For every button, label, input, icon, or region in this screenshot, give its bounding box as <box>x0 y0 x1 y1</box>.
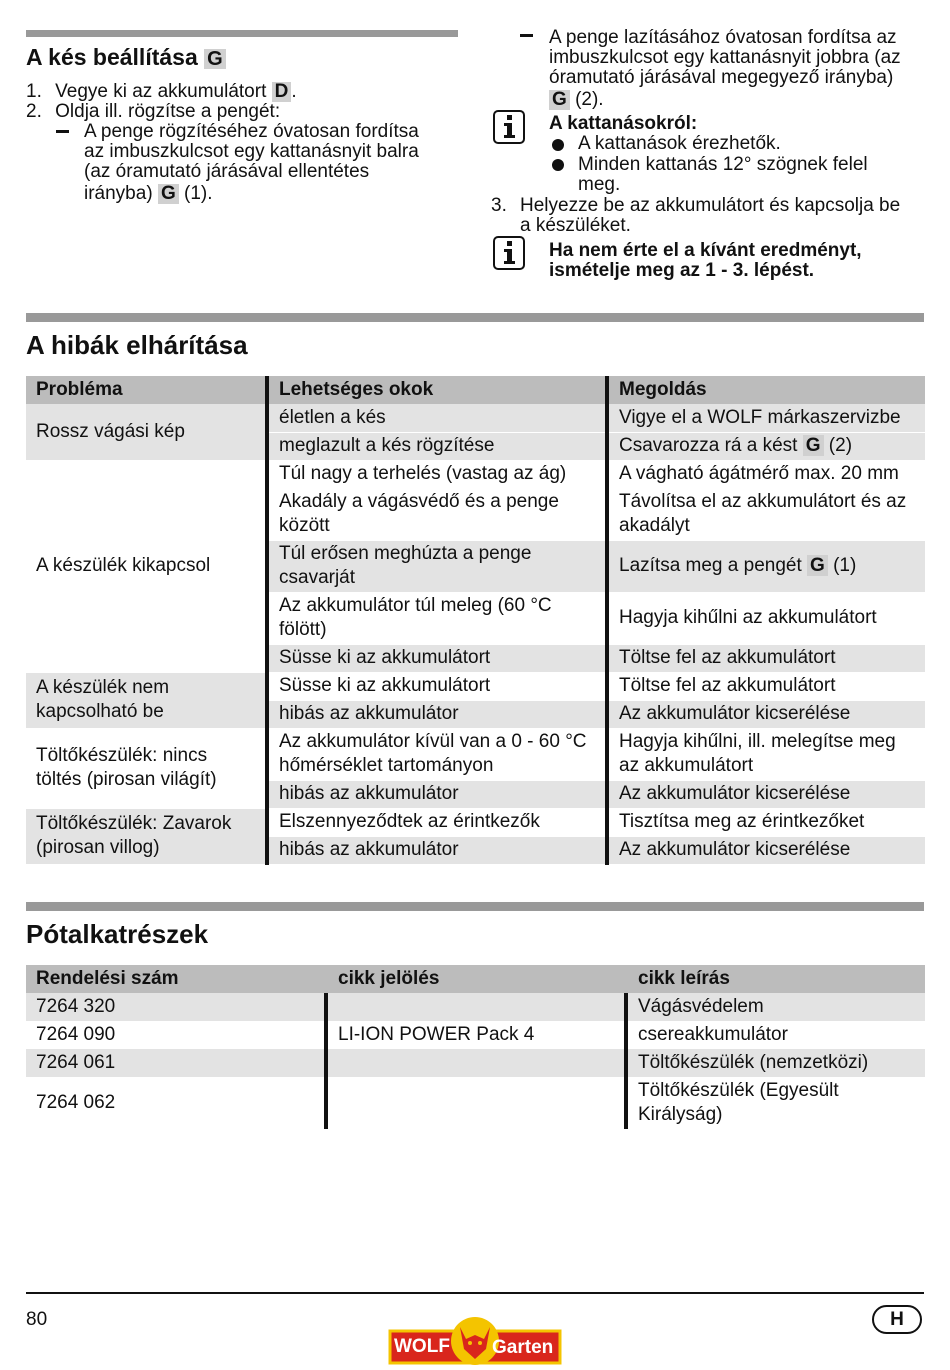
text-line: A penge lazításához óvatosan fordítsa az <box>549 27 897 48</box>
table-row <box>26 1077 925 1129</box>
solution-cell: Az akkumulátor kicserélése <box>607 836 925 864</box>
designation-cell: LI-ION POWER Pack 4 <box>326 1021 626 1049</box>
footer-rule <box>26 1292 924 1294</box>
table-header-row <box>26 965 925 993</box>
table-row <box>26 404 925 432</box>
bullet-text <box>578 155 868 195</box>
cause-cell: meglazult a kés rögzítése <box>267 432 607 460</box>
text-line: meg. <box>578 174 621 195</box>
cause-cell: Az akkumulátor kívül van a 0 - 60 °C hőmérséklet tartományon <box>267 728 607 780</box>
column-header: cikk leírás <box>626 965 925 993</box>
figure-ref: D <box>272 82 292 102</box>
cause-cell: Az akkumulátor túl meleg (60 °C fölött) <box>267 592 607 644</box>
step-end: . <box>291 81 297 102</box>
solution-cell: A vágható ágátmérő max. 20 mm <box>607 460 925 488</box>
text-line: óramutató járásával megegyező irányba) <box>549 67 894 88</box>
figure-ref: G <box>549 90 570 110</box>
text-line: (az óramutató járásával ellentétes <box>84 161 370 182</box>
cause-cell: hibás az akkumulátor <box>267 780 607 808</box>
bullet-dot <box>552 139 564 151</box>
info-title: A kattanásokról: <box>549 113 698 134</box>
solution-cell: Tisztítsa meg az érintkezőket <box>607 808 925 836</box>
problem-cell: Töltőkészülék: nincs töltés (pirosan világít) <box>26 728 267 808</box>
cause-cell: Elszennyeződtek az érintkezők <box>267 808 607 836</box>
designation-cell <box>326 1077 626 1129</box>
table-row <box>26 460 925 488</box>
logo-text-left: WOLF <box>394 1336 450 1357</box>
section-rule <box>26 902 924 911</box>
step-number: 2. <box>26 101 42 122</box>
table-row <box>26 1021 925 1049</box>
description-cell: Vágásvédelem <box>626 993 925 1021</box>
problem-cell: A készülék kikapcsol <box>26 460 267 672</box>
cause-cell: hibás az akkumulátor <box>267 700 607 728</box>
figure-ref: G <box>204 49 226 69</box>
language-code: H <box>890 1308 904 1330</box>
text-line: a készüléket. <box>520 215 631 236</box>
section-title: Pótalkatrészek <box>26 919 209 949</box>
text-line: (1). <box>184 183 213 204</box>
section-rule <box>26 313 924 322</box>
text-line: (2). <box>575 89 604 110</box>
solution-cell: Hagyja kihűlni, ill. melegítse meg az akkumulátort <box>607 728 925 780</box>
text-line: A penge rögzítéséhez óvatosan fordítsa <box>84 121 419 142</box>
part-number-cell: 7264 090 <box>26 1021 326 1049</box>
table-row <box>26 728 925 780</box>
table-header-row <box>26 376 925 404</box>
text-line: Minden kattanás 12° szögnek felel <box>578 154 868 175</box>
text-line: irányba) <box>84 183 153 204</box>
bullet-dot <box>552 159 564 171</box>
figure-ref: G <box>158 184 179 204</box>
parts-table <box>26 965 925 1129</box>
solution-cell: Az akkumulátor kicserélése <box>607 780 925 808</box>
step-number: 1. <box>26 81 42 102</box>
column-header: Rendelési szám <box>26 965 326 993</box>
solution-cell <box>607 540 925 592</box>
dash-bullet <box>56 130 69 133</box>
cause-cell: Túl nagy a terhelés (vastag az ág) <box>267 460 607 488</box>
solution-cell <box>607 432 925 460</box>
cause-cell: hibás az akkumulátor <box>267 836 607 864</box>
step-1 <box>26 82 297 102</box>
column-header: Megoldás <box>607 376 925 404</box>
solution-text: Lazítsa meg a pengét G (1) <box>619 555 857 576</box>
info-icon <box>493 110 525 144</box>
solution-text: Csavarozza rá a kést G (2) <box>619 435 853 456</box>
step-3-text <box>520 196 900 236</box>
solution-cell: Töltse fel az akkumulátort <box>607 644 925 672</box>
cause-cell: Akadály a vágásvédő és a penge között <box>267 488 607 540</box>
bullet-text: A kattanások érezhetők. <box>578 133 781 154</box>
column-header: Lehetséges okok <box>267 376 607 404</box>
info-note <box>549 241 862 281</box>
part-number-cell: 7264 320 <box>26 993 326 1021</box>
problem-cell: Töltőkészülék: Zavarok (pirosan villog) <box>26 808 267 864</box>
cause-cell: Süsse ki az akkumulátort <box>267 644 607 672</box>
cause-cell: életlen a kés <box>267 404 607 432</box>
designation-cell <box>326 1049 626 1077</box>
solution-cell: Töltse fel az akkumulátort <box>607 672 925 700</box>
step-text: Oldja ill. rögzítse a pengét: <box>55 101 281 122</box>
language-badge <box>872 1305 922 1334</box>
problem-cell: A készülék nem kapcsolható be <box>26 672 267 728</box>
text-line: az imbuszkulcsot egy kattanásnyit balra <box>84 141 419 162</box>
section-title: A hibák elhárítása <box>26 330 248 360</box>
text-line: Ha nem érte el a kívánt eredményt, <box>549 240 862 261</box>
logo-text-right: Garten <box>492 1337 554 1358</box>
figure-ref: G <box>803 435 824 456</box>
substep-release <box>549 28 901 110</box>
table-row <box>26 808 925 836</box>
text-line: Helyezze be az akkumulátort és kapcsolja be <box>520 195 901 216</box>
solution-cell: Vigye el a WOLF márkaszervizbe <box>607 404 925 432</box>
description-cell: Töltőkészülék (Egyesült Királyság) <box>626 1077 925 1129</box>
section-title-text: A kés beállítása <box>26 44 198 70</box>
section-title <box>26 44 226 71</box>
table-row <box>26 1049 925 1077</box>
solution-cell: Hagyja kihűlni az akkumulátort <box>607 592 925 644</box>
troubleshooting-table <box>26 376 925 865</box>
description-cell: csereakkumulátor <box>626 1021 925 1049</box>
figure-ref: G <box>807 555 828 576</box>
table-row <box>26 993 925 1021</box>
step-3 <box>491 196 507 216</box>
part-number-cell: 7264 062 <box>26 1077 326 1129</box>
step-2 <box>26 102 280 122</box>
table-row <box>26 672 925 700</box>
cause-cell: Süsse ki az akkumulátort <box>267 672 607 700</box>
column-header: cikk jelölés <box>326 965 626 993</box>
text-line: ismételje meg az 1 - 3. lépést. <box>549 260 815 281</box>
part-number-cell: 7264 061 <box>26 1049 326 1077</box>
page-number: 80 <box>26 1309 48 1330</box>
wolf-garten-logo <box>388 1313 562 1365</box>
cause-cell: Túl erősen meghúzta a penge csavarját <box>267 540 607 592</box>
column-header: Probléma <box>26 376 267 404</box>
solution-cell: Az akkumulátor kicserélése <box>607 700 925 728</box>
problem-cell: Rossz vágási kép <box>26 404 267 460</box>
step-text: Vegye ki az akkumulátort <box>55 81 267 102</box>
description-cell: Töltőkészülék (nemzetközi) <box>626 1049 925 1077</box>
section-rule <box>26 30 458 37</box>
substep-lock <box>84 122 419 204</box>
info-icon <box>493 236 525 270</box>
text-line: imbuszkulcsot egy kattanásnyit jobbra (az <box>549 47 901 68</box>
step-number: 3. <box>491 195 507 216</box>
dash-bullet <box>520 34 533 37</box>
solution-cell: Távolítsa el az akkumulátort és az akadályt <box>607 488 925 540</box>
designation-cell <box>326 993 626 1021</box>
